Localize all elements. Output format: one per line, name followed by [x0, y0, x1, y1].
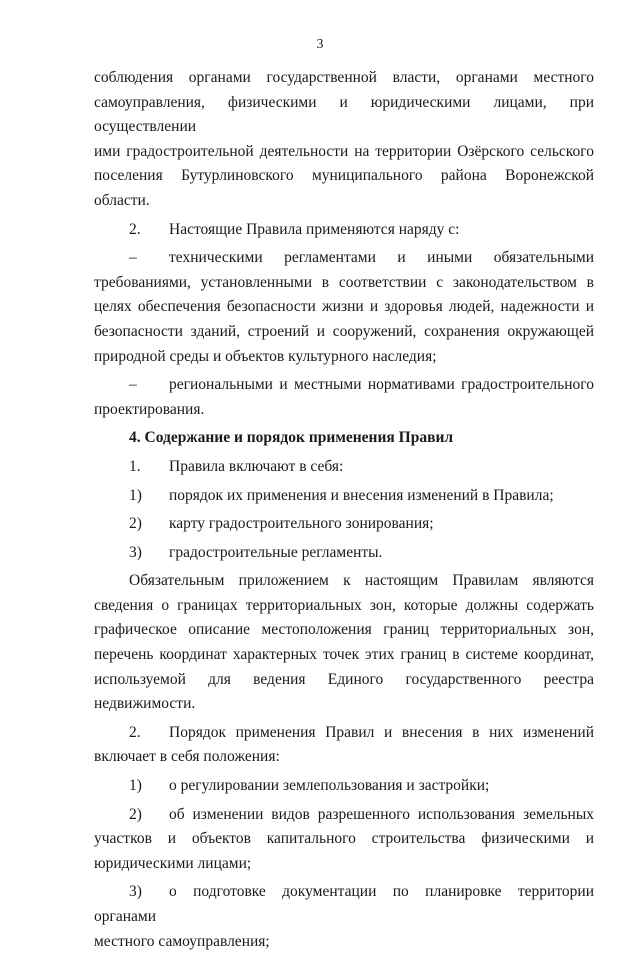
list-item: 2) карту градостроительного зонирования;	[129, 515, 434, 533]
paragraph-line: ими градостроительной деятельности на территории Озёрского сельского	[94, 142, 594, 160]
section-heading: 4. Содержание и порядок применения Правил	[129, 429, 454, 447]
paragraph-line: самоуправления, физическими и юридическими лицами, при осуществлении	[94, 93, 594, 136]
dash-item-continuation: требованиями, установленными в соответствии с законодательством в целях обеспечения безопасности жизни и здоровья людей, надежности и безопасности зданий, строений и сооружений, сохранения окружающей природной среды и объектов культурного наследия;	[94, 273, 594, 365]
list-item: 2) об изменении видов разрешенного использования земельных	[129, 805, 594, 823]
numbered-item-continuation: включает в себя положения:	[94, 748, 280, 766]
numbered-item: 2. Настоящие Правила применяются наряду с:	[129, 220, 460, 238]
list-item: 3) о подготовке документации по планировке территории органами	[94, 883, 594, 925]
paragraph-line: соблюдения органами государственной власти, органами местного	[94, 69, 594, 86]
list-item: 3) градостроительные регламенты.	[129, 543, 383, 561]
list-item-continuation: участков и объектов капитального строительства физическими и юридическими лицами;	[94, 830, 594, 872]
numbered-item: 1. Правила включают в себя:	[129, 457, 344, 475]
numbered-item: 2. Порядок применения Правил и внесения в них изменений	[129, 723, 594, 741]
document-body	[94, 66, 594, 954]
list-item: 1) порядок их применения и внесения изменений в Правила;	[129, 486, 554, 504]
list-item: 1) о регулировании землепользования и застройки;	[129, 777, 490, 795]
paragraph: Обязательным приложением к настоящим Правилам являются сведения о границах территориальных зон, которые должны содержать графическое описание местоположения границ территориальных зон, перечень координат характерных точек этих границ в системе координат, используемой для ведения Единого государственного реестра недвижимости.	[94, 572, 594, 713]
dash-item: – техническими регламентами и иными обязательными	[129, 249, 594, 267]
list-item-continuation: местного самоуправления;	[94, 932, 270, 950]
paragraph-line: поселения Бутурлиновского муниципального района Воронежской области.	[94, 167, 594, 209]
dash-item: – региональными и местными нормативами градостроительного	[129, 376, 594, 394]
page-number: 3	[316, 37, 324, 52]
dash-item-continuation: проектирования.	[94, 400, 205, 418]
